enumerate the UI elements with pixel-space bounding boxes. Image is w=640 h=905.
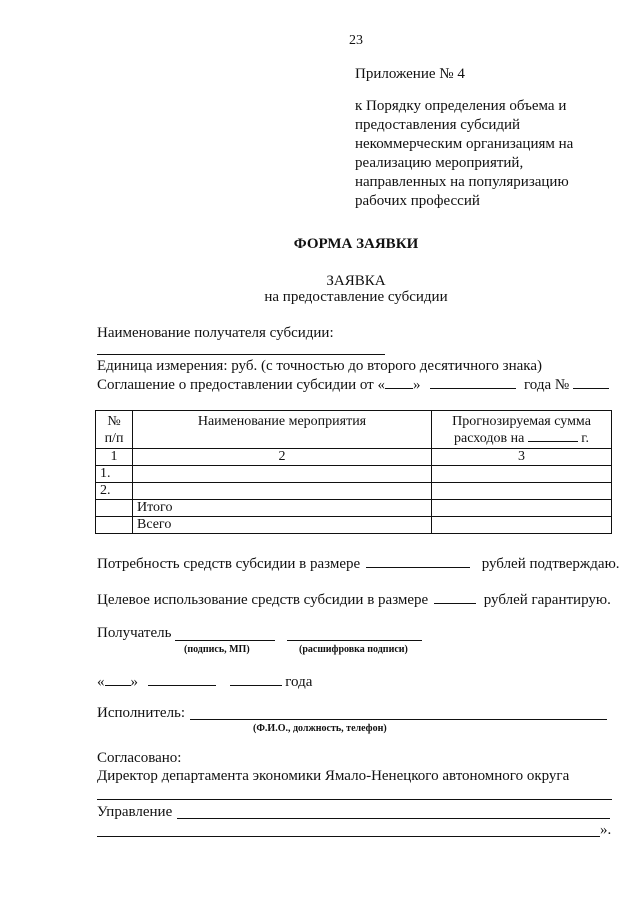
target-use-suffix: рублей гарантирую. <box>483 592 611 608</box>
date-close-quote: » <box>130 674 138 690</box>
date-year-blank[interactable] <box>230 685 282 686</box>
target-use-amount-blank[interactable] <box>434 603 476 604</box>
director-line: Директор департамента экономики Ямало-Ненецкого автономного округа <box>97 768 570 784</box>
header-sum-line1: Прогнозируемая сумма <box>452 413 591 429</box>
appendix-text <box>355 97 573 211</box>
appendix-line: некоммерческим организациям на <box>355 136 574 152</box>
row-name: Итого <box>133 500 432 517</box>
expense-table <box>95 410 612 534</box>
recipient-sign-caption: (подпись, МП) <box>184 644 250 655</box>
index-cell: 1 <box>96 449 133 466</box>
appendix-line: предоставления субсидий <box>355 117 521 133</box>
header-sum-line2 <box>436 430 607 447</box>
need-suffix: рублей подтверждаю. <box>481 556 620 572</box>
recipient-decode-line[interactable] <box>287 640 422 641</box>
date-line <box>97 674 312 691</box>
row-name[interactable] <box>133 466 432 483</box>
agreement-line <box>97 377 609 394</box>
recipient-decode-caption: (расшифровка подписи) <box>299 644 408 655</box>
row-number: 1. <box>96 466 133 483</box>
director-signature-line[interactable] <box>97 799 612 800</box>
need-amount-blank[interactable] <box>366 567 470 568</box>
table-index-row <box>96 449 612 466</box>
table-header-row <box>96 411 612 449</box>
department-line[interactable] <box>177 818 610 819</box>
recipient-label: Получатель <box>97 625 172 641</box>
date-year-label: года <box>285 674 313 690</box>
header-name: Наименование мероприятия <box>133 411 432 449</box>
row-number <box>96 500 133 517</box>
row-name[interactable] <box>133 483 432 500</box>
form-title: ФОРМА ЗАЯВКИ <box>293 236 419 252</box>
agreement-year-label: года № <box>524 377 570 393</box>
need-line <box>97 556 620 573</box>
row-sum[interactable] <box>432 466 612 483</box>
agreement-date-blank[interactable] <box>430 388 516 389</box>
header-number <box>96 411 133 449</box>
appendix-line: к Порядку определения объема и <box>355 98 567 114</box>
appendix-line: реализацию мероприятий, <box>355 155 524 171</box>
index-cell: 3 <box>432 449 612 466</box>
executor-label: Исполнитель: <box>97 705 186 721</box>
row-sum[interactable] <box>432 500 612 517</box>
agreed-label: Согласовано: <box>97 750 182 766</box>
header-number-line1: № <box>107 413 121 429</box>
need-prefix: Потребность средств субсидии в размере <box>97 556 361 572</box>
target-use-prefix: Целевое использование средств субсидии в размере <box>97 592 429 608</box>
header-year-blank[interactable] <box>528 441 578 442</box>
agreement-number-blank[interactable] <box>573 388 609 389</box>
table-row <box>96 466 612 483</box>
table-row-total <box>96 500 612 517</box>
department-label: Управление <box>97 804 173 820</box>
row-name: Всего <box>133 517 432 534</box>
application-subtitle: на предоставление субсидии <box>264 289 448 305</box>
recipient-name-line[interactable] <box>97 354 385 355</box>
date-day-blank[interactable] <box>105 685 131 686</box>
header-sum-suffix: г. <box>581 430 589 446</box>
appendix-line: направленных на популяризацию <box>355 174 569 190</box>
recipient-signature-line[interactable] <box>175 640 275 641</box>
recipient-name-label: Наименование получателя субсидии: <box>97 325 334 341</box>
agreement-day-blank[interactable] <box>385 388 413 389</box>
date-month-blank[interactable] <box>148 685 216 686</box>
header-number-line2: п/п <box>104 430 124 446</box>
executor-line[interactable] <box>190 719 607 720</box>
row-number <box>96 517 133 534</box>
header-sum <box>432 411 612 449</box>
department-line-2[interactable] <box>97 836 600 837</box>
table-row-grand-total <box>96 517 612 534</box>
row-sum[interactable] <box>432 517 612 534</box>
agreement-prefix: Соглашение о предоставлении субсидии от « <box>97 377 385 393</box>
department-end: ». <box>600 822 612 838</box>
appendix-line: рабочих профессий <box>355 193 480 209</box>
index-cell: 2 <box>133 449 432 466</box>
header-sum-prefix: расходов на <box>454 430 525 446</box>
page-number: 23 <box>349 33 363 48</box>
date-open-quote: « <box>97 674 105 690</box>
unit-line: Единица измерения: руб. (с точностью до второго десятичного знака) <box>97 358 542 374</box>
row-sum[interactable] <box>432 483 612 500</box>
row-number: 2. <box>96 483 133 500</box>
table-row <box>96 483 612 500</box>
target-use-line <box>97 592 611 609</box>
executor-caption: (Ф.И.О., должность, телефон) <box>253 723 387 734</box>
application-title: ЗАЯВКА <box>326 273 386 289</box>
appendix-title: Приложение № 4 <box>355 66 465 82</box>
agreement-mid: » <box>413 377 421 393</box>
